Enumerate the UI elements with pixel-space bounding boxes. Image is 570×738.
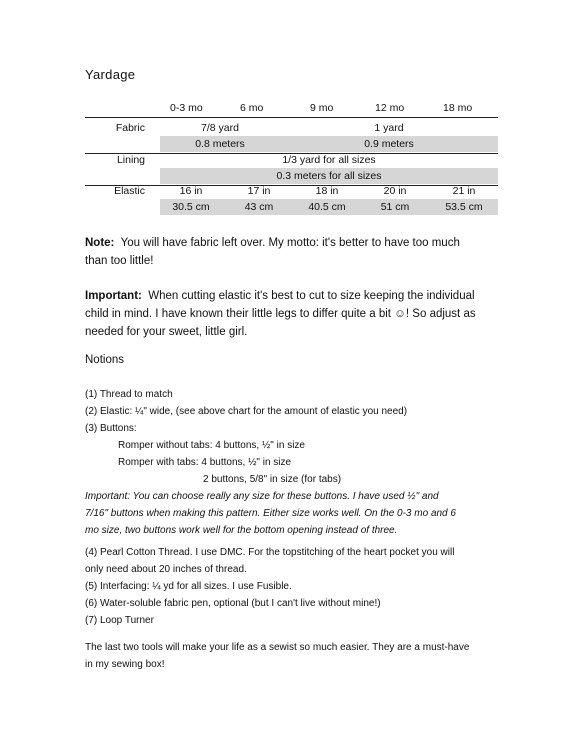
notions-list [85,386,505,539]
important-line-3: needed for your sweet, little girl. [85,326,248,338]
yardage-title: Yardage [85,67,136,82]
button-note-1: Important: You can choose really any size for these buttons. I have used ½" and [85,491,439,502]
notion-item-1: (1) Thread to match [85,389,173,400]
elastic-cm-1: 43 cm [244,201,274,213]
closing-line-2: in my sewing box! [85,659,165,670]
notions-list-2 [85,544,505,629]
notion-item-3: (3) Buttons: [85,423,137,434]
elastic-in-0: 16 in [179,185,203,197]
fabric-meters-large: 0.9 meters [364,138,414,150]
important-paragraph [85,287,505,341]
important-label: Important: [85,290,142,302]
fabric-meters-small: 0.8 meters [195,138,245,150]
elastic-in-3: 20 in [383,185,407,197]
size-header-6: 6 mo [240,102,264,114]
notion-item-4b: only need about 20 inches of thread. [85,564,247,575]
important-line-1: When cutting elastic it's best to cut to size keeping the individual [148,290,475,302]
table-top-rule [85,117,498,118]
elastic-in-1: 17 in [247,185,271,197]
notions-title: Notions [85,354,124,366]
buttons-without-tabs: Romper without tabs: 4 buttons, ½" in size [118,440,305,451]
lining-meters: 0.3 meters for all sizes [276,170,382,182]
size-header-0-3: 0-3 mo [170,102,203,114]
notion-item-7: (7) Loop Turner [85,615,154,626]
elastic-label: Elastic [114,185,145,197]
button-note-2: 7/16" buttons when making this pattern. Either size works well. On the 0-3 mo and 6 [85,508,456,519]
note-line-2: than too little! [85,255,154,267]
lining-label: Lining [116,154,145,166]
important-line-2: child in mind. I have known their little legs to differ quite a bit ☺! So adjust as [85,308,476,320]
note-paragraph [85,234,505,270]
notion-item-6: (6) Water-soluble fabric pen, optional (but I can't live without mine!) [85,598,381,609]
elastic-cm-4: 53.5 cm [445,201,483,213]
notion-item-5: (5) Interfacing: ¼ yd for all sizes. I use Fusible. [85,581,292,592]
lining-yards: 1/3 yard for all sizes [282,154,376,166]
fabric-label: Fabric [115,122,145,134]
elastic-cm-0: 30.5 cm [172,201,210,213]
closing-paragraph [85,639,505,673]
note-line-1: You will have fabric left over. My motto: it's better to have too much [120,237,460,249]
size-header-12: 12 mo [375,102,405,114]
closing-line-1: The last two tools will make your life as a sewist so much easier. They are a must-have [85,642,470,653]
elastic-cm-2: 40.5 cm [308,201,346,213]
elastic-in-4: 21 in [452,185,476,197]
buttons-for-tabs: 2 buttons, 5/8" in size (for tabs) [203,474,342,485]
fabric-yards-small: 7/8 yard [201,122,239,134]
notion-item-4a: (4) Pearl Cotton Thread. I use DMC. For the topstitching of the heart pocket you will [85,547,455,558]
button-note-3: mo size, two buttons work well for the bottom opening instead of three. [85,525,398,536]
elastic-cm-3: 51 cm [380,201,410,213]
size-header-9: 9 mo [310,102,334,114]
notion-item-2: (2) Elastic: ¼" wide, (see above chart for the amount of elastic you need) [85,406,408,417]
fabric-yards-large: 1 yard [374,122,404,134]
size-header-18: 18 mo [443,102,473,114]
buttons-with-tabs: Romper with tabs: 4 buttons, ½" in size [118,457,292,468]
elastic-in-2: 18 in [315,185,339,197]
note-label: Note: [85,237,115,249]
